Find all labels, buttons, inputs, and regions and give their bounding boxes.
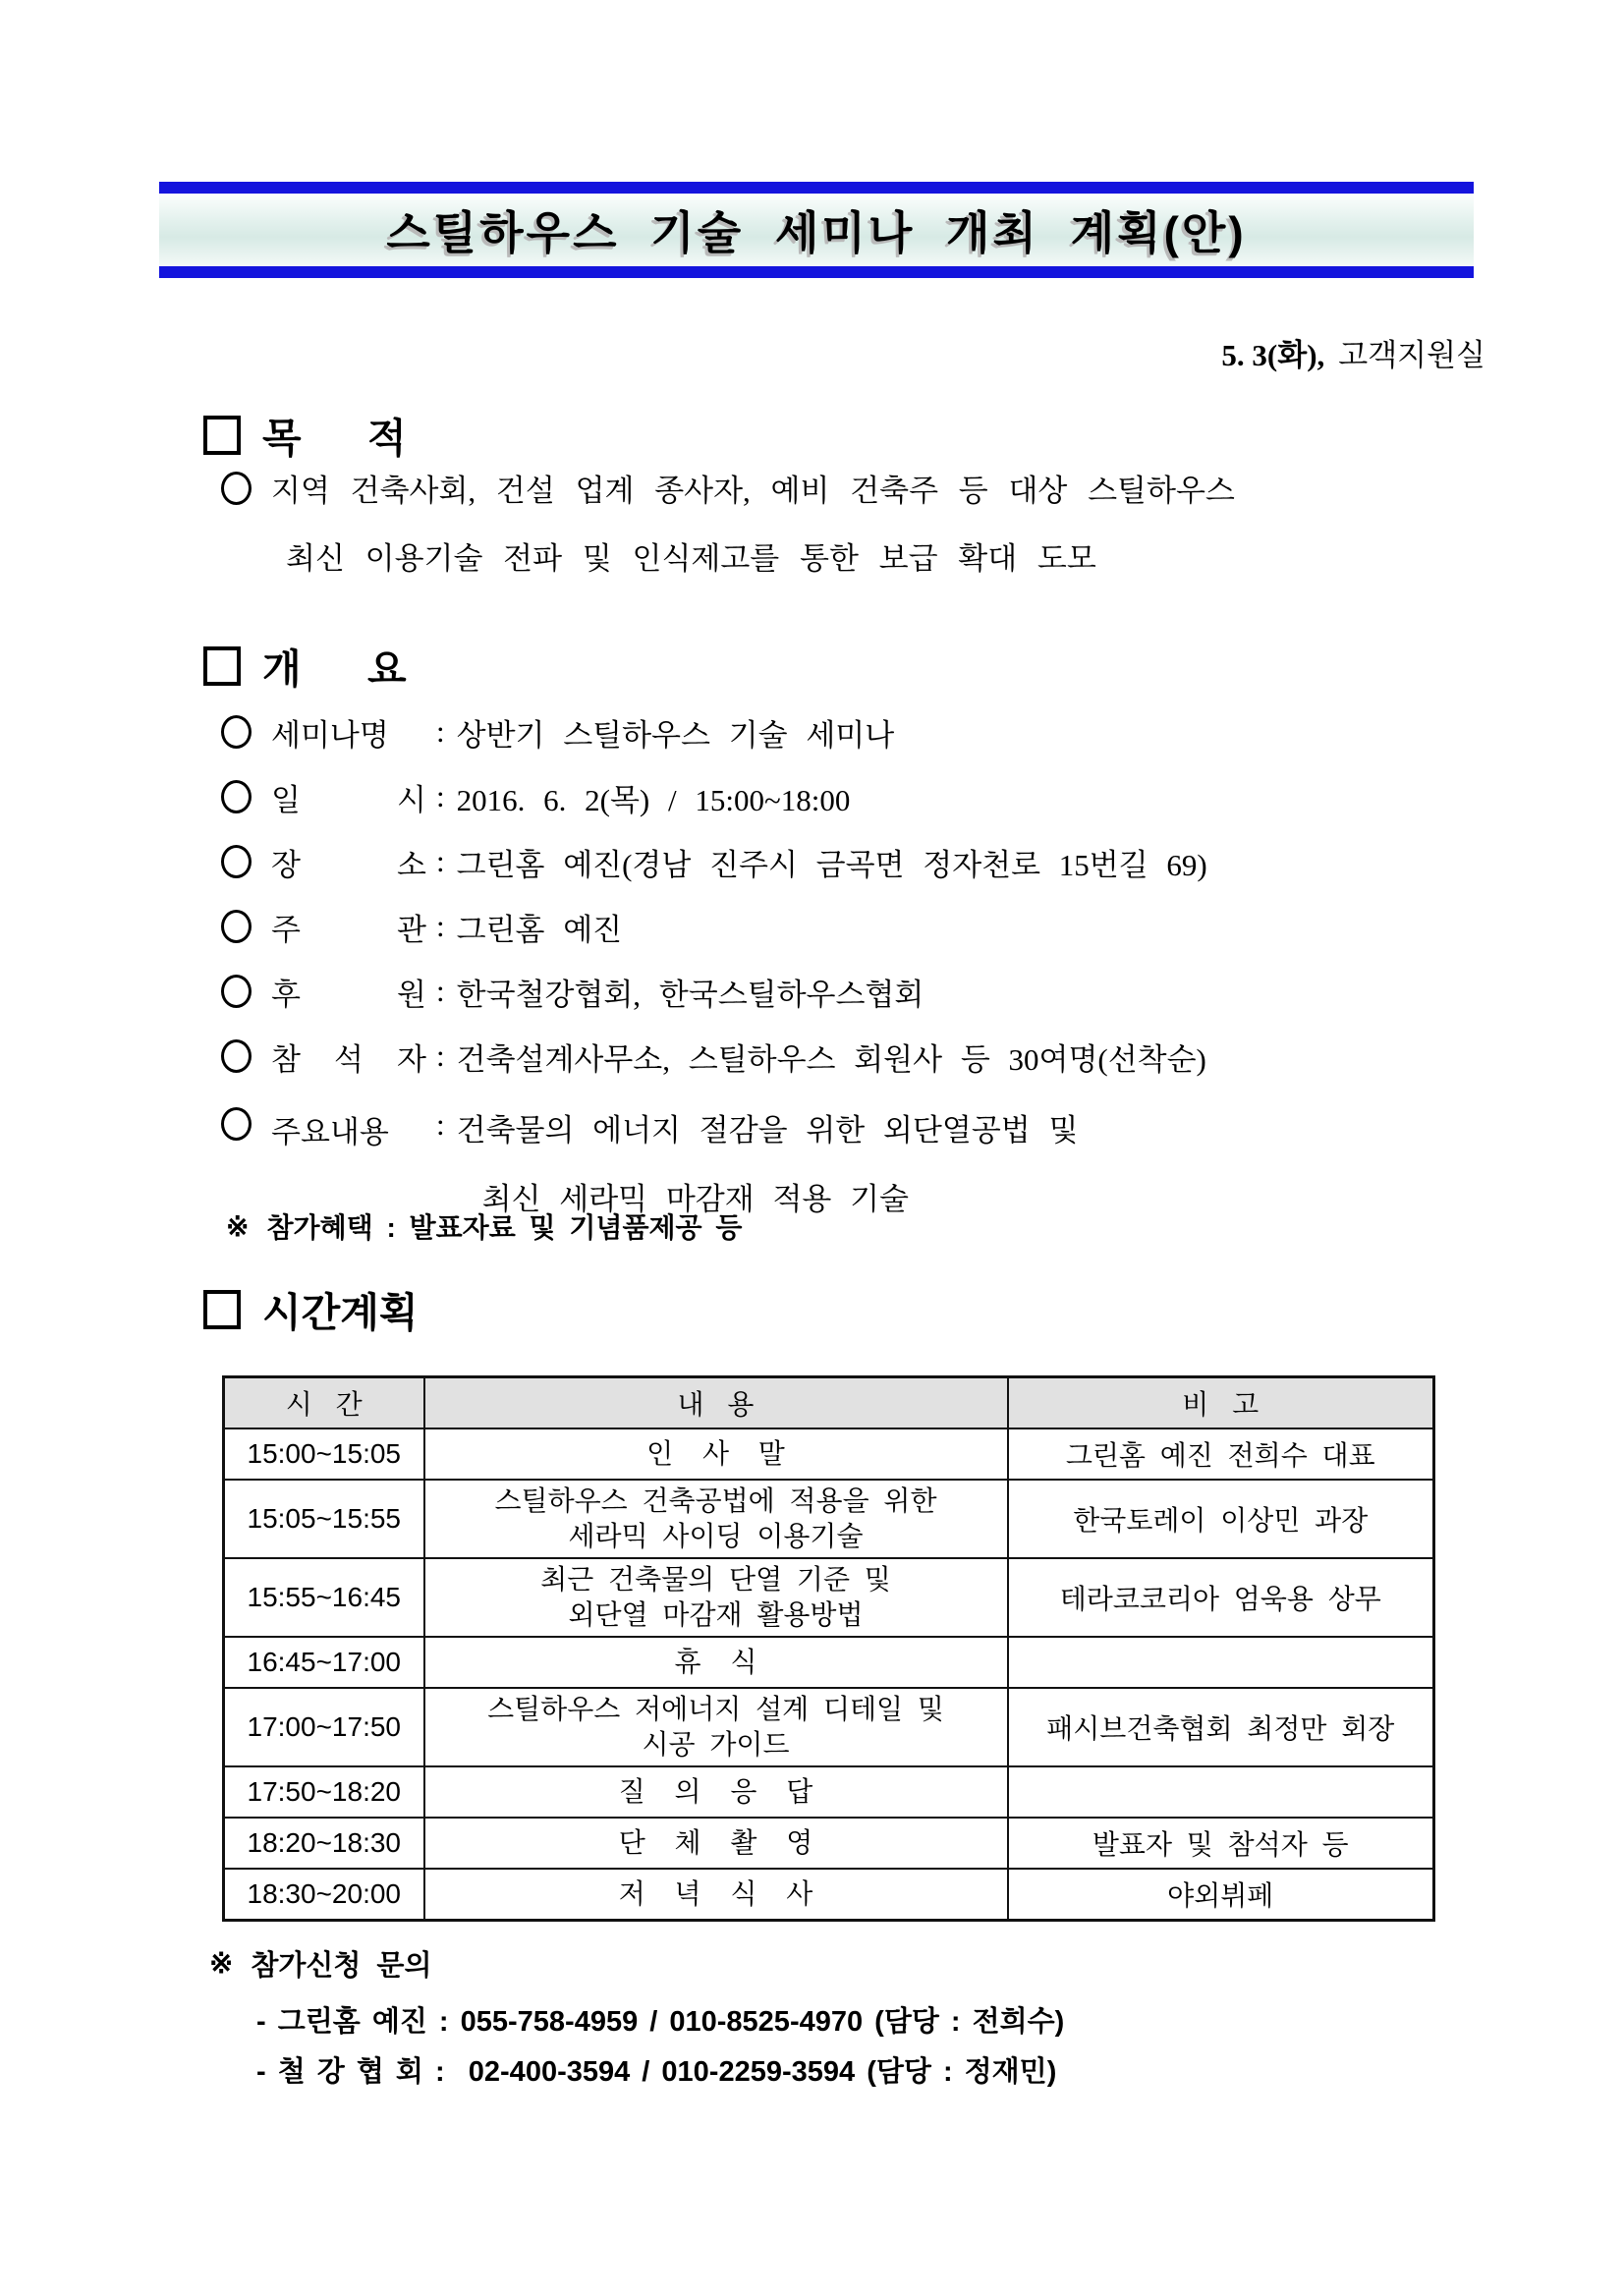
cell-content: 최근 건축물의 단열 기준 및 외단열 마감재 활용방법 [424,1558,1008,1637]
contact-block [209,1943,1064,2098]
item-label: 주 관 [271,912,426,947]
item-colon: : [436,1038,445,1073]
document-title: 스틸하우스 기술 세미나 개최 계획(안) [386,207,1247,258]
benefit-note [226,1206,742,1246]
cell-time: 15:05~15:55 [224,1480,424,1558]
column-header-note: 비 고 [1008,1377,1434,1429]
item-label: 참 석 자 [271,1041,426,1077]
cell-content: 질 의 응 답 [424,1766,1008,1818]
cell-time: 18:20~18:30 [224,1818,424,1869]
item-colon: : [436,844,445,878]
table-row [224,1428,1434,1480]
item-value: 그린홈 예진(경남 진주시 금곡면 정자천로 15번길 69) [456,847,1207,882]
item-colon: : [436,974,445,1008]
item-value: 상반기 스틸하우스 기술 세미나 [456,717,895,753]
cell-note: 한국토레이 이상민 과장 [1008,1480,1434,1558]
circle-bullet-icon [221,472,252,505]
banner-body [159,194,1474,266]
circle-bullet-icon [221,1039,252,1073]
cell-time: 15:00~15:05 [224,1428,424,1480]
cell-note: 야외뷔페 [1008,1869,1434,1921]
table-row [224,1766,1434,1818]
item-colon: : [436,909,445,943]
circle-bullet-icon [221,910,252,943]
list-item-sponsor [221,959,1528,1024]
reference-mark-icon: ※ [226,1210,250,1242]
circle-bullet-icon [221,975,252,1008]
cell-content: 스틸하우스 건축공법에 적용을 위한 세라믹 사이딩 이용기술 [424,1480,1008,1558]
table-row [224,1688,1434,1766]
section-heading-overview [203,637,407,695]
contact-line-greenhome: - 그린홈 예진 : 055-758-4959 / 010-8525-4970 (담당 : 전희수) [256,2006,1065,2038]
cell-time: 15:55~16:45 [224,1558,424,1637]
contact-heading [209,1943,1064,1984]
item-label: 일 시 [271,782,426,817]
column-header-time: 시 간 [224,1377,424,1429]
column-header-content: 내 용 [424,1377,1008,1429]
purpose-body [221,466,1488,578]
cell-note [1008,1637,1434,1688]
schedule-table [222,1375,1435,1922]
date-department-line [0,295,1485,410]
item-colon: : [436,714,445,749]
item-colon: : [436,779,445,813]
list-item-organizer [221,894,1528,959]
table-row [224,1558,1434,1637]
purpose-line-2 [286,533,1488,578]
list-item-main-content [221,1089,1528,1218]
list-item-venue [221,829,1528,894]
cell-time: 18:30~20:00 [224,1869,424,1921]
item-label: 세미나명 [271,717,389,753]
circle-bullet-icon [221,1107,252,1141]
date-text: 5. 3(화), [1221,338,1325,372]
reference-mark-icon: ※ [209,1948,234,1980]
cell-content: 단 체 촬 영 [424,1818,1008,1869]
item-value: 2016. 6. 2(목) / 15:00~18:00 [456,782,851,817]
purpose-heading-text: 목 적 [262,416,407,461]
table-row [224,1637,1434,1688]
overview-list [221,700,1528,1218]
item-value: 한국철강협회, 한국스틸하우스협회 [456,977,924,1012]
circle-bullet-icon [221,845,252,878]
item-value: 건축설계사무소, 스틸하우스 회원사 등 30여명(선착순) [456,1041,1206,1077]
cell-note: 테라코코리아 엄욱용 상무 [1008,1558,1434,1637]
cell-time: 17:00~17:50 [224,1688,424,1766]
list-item-datetime [221,764,1528,829]
list-item-seminar-name [221,700,1528,764]
cell-time: 17:50~18:20 [224,1766,424,1818]
benefit-note-text: 참가혜택 : 발표자료 및 기념품제공 등 [266,1212,743,1243]
item-value-line2: 최신 세라믹 마감재 적용 기술 [481,1182,909,1216]
banner-bottom-bar [159,266,1474,278]
table-row [224,1818,1434,1869]
department-text: 고객지원실 [1338,338,1485,372]
purpose-line-1 [221,466,1488,510]
item-value: 건축물의 에너지 절감을 위한 외단열공법 및 [456,1113,1079,1148]
item-label: 장 소 [271,847,426,882]
cell-content: 휴 식 [424,1637,1008,1688]
cell-note: 그린홈 예진 전희수 대표 [1008,1428,1434,1480]
square-bullet-icon [203,646,241,686]
list-item-attendees [221,1024,1528,1089]
circle-bullet-icon [221,715,252,749]
contact-heading-text: 참가신청 문의 [251,1950,432,1982]
overview-heading-text: 개 요 [262,646,407,692]
cell-note: 발표자 및 참석자 등 [1008,1818,1434,1869]
item-label: 주요내용 [271,1115,389,1149]
purpose-text-2: 최신 이용기술 전파 및 인식제고를 통한 보급 확대 도모 [286,541,1096,576]
contact-line-steel-association: - 철 강 협 회 : 02-400-3594 / 010-2259-3594 (담당 : 정재민) [256,2056,1057,2088]
cell-content: 스틸하우스 저에너지 설계 디테일 및 시공 가이드 [424,1688,1008,1766]
cell-content: 저 녁 식 사 [424,1869,1008,1921]
purpose-text-1: 지역 건축사회, 건설 업계 종사자, 예비 건축주 등 대상 스틸하우스 [271,474,1235,508]
table-header-row [224,1377,1434,1429]
cell-time: 16:45~17:00 [224,1637,424,1688]
table-row [224,1869,1434,1921]
schedule-heading-text: 시간계획 [262,1290,419,1335]
section-heading-schedule [203,1280,418,1338]
table-row [224,1480,1434,1558]
banner-top-bar [159,182,1474,194]
item-colon: : [436,1107,445,1142]
item-label: 후 원 [271,977,426,1012]
title-banner [159,182,1474,278]
square-bullet-icon [203,1290,241,1329]
circle-bullet-icon [221,780,252,813]
cell-note [1008,1766,1434,1818]
cell-note: 패시브건축협회 최정만 회장 [1008,1688,1434,1766]
contact-lines [256,1997,1064,2098]
cell-content: 인 사 말 [424,1428,1008,1480]
square-bullet-icon [203,416,241,455]
section-heading-purpose [203,406,407,464]
item-value: 그린홈 예진 [456,912,623,947]
